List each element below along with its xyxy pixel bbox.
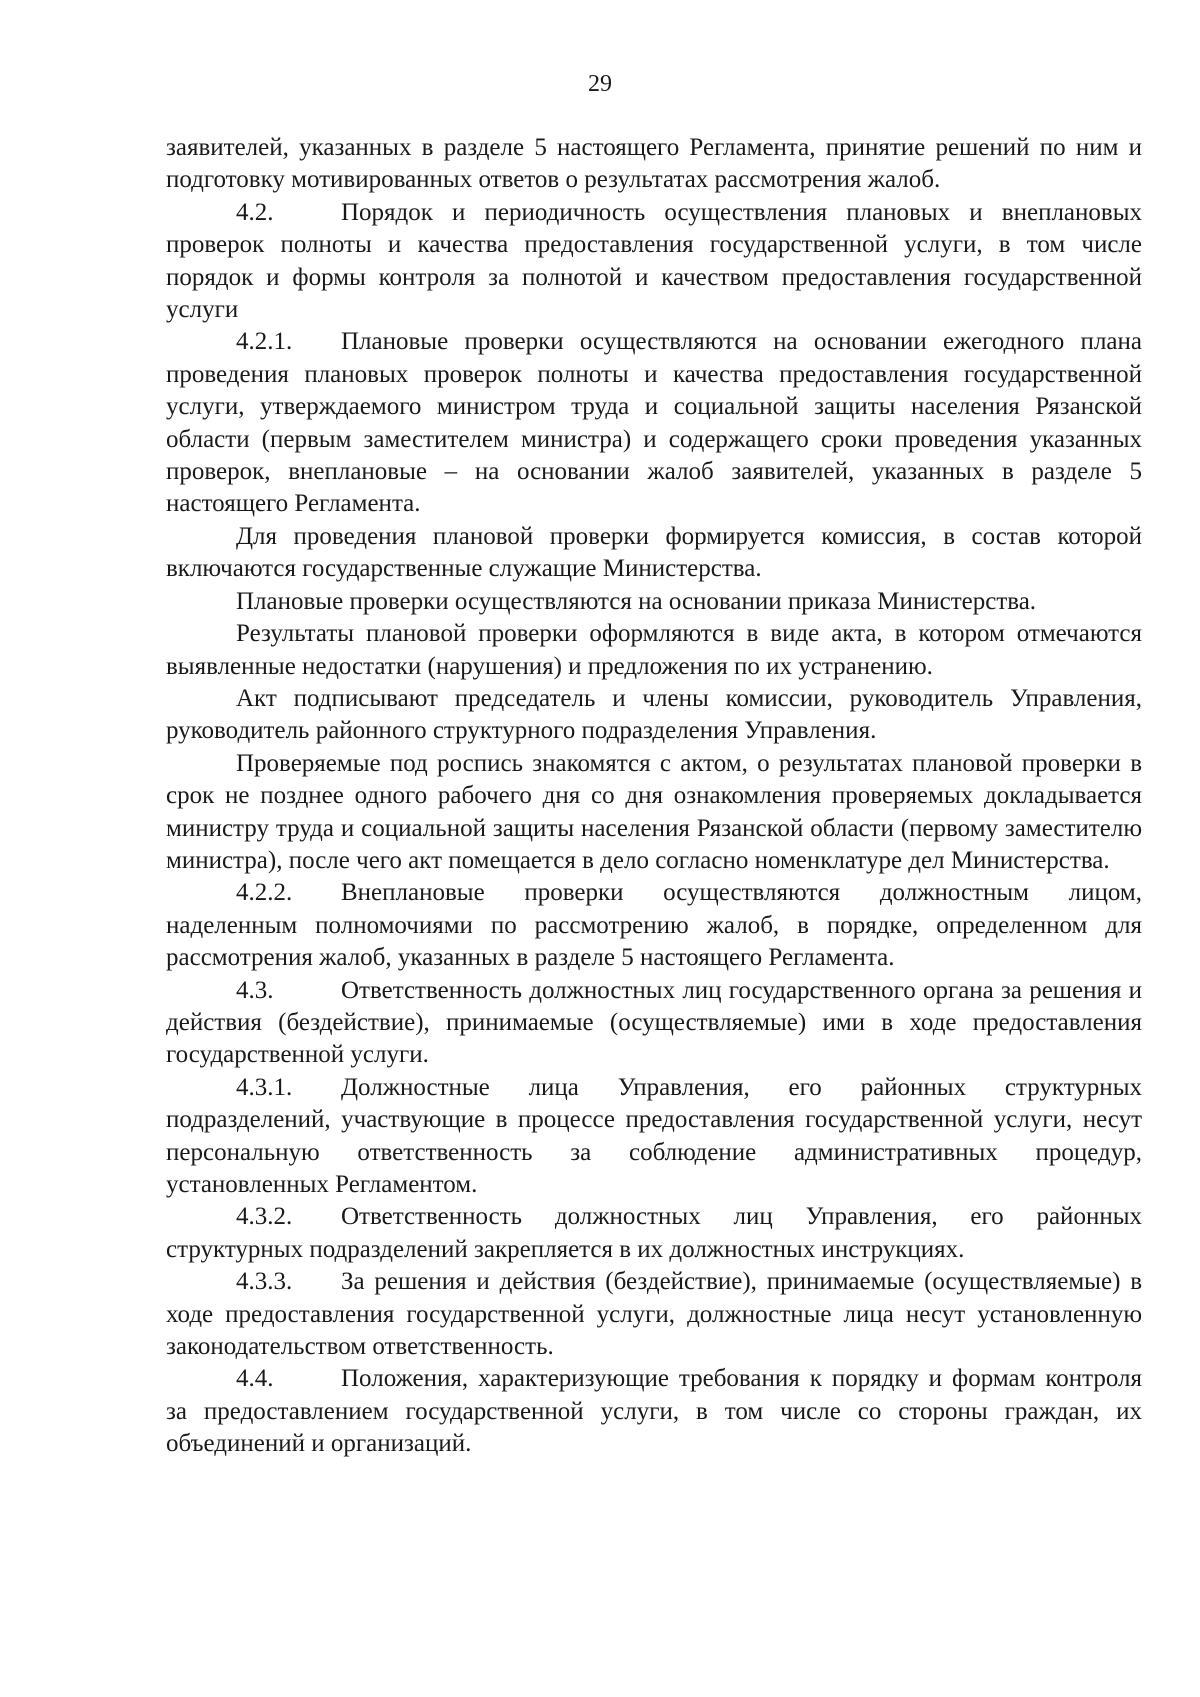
paragraph-4-3-1 [166,1072,1142,1202]
page-number: 29 [588,71,612,97]
paragraph-text: Должностные лица Управления, его районных структурных подразделений, участвующие в процессе предоставления государственной услуги, несут персональную ответственность за соблюдение административных процедур, установленных Регламентом. [166,1073,1142,1198]
paragraph-text: Плановые проверки осуществляются на основании приказа Министерства. [236,587,1037,615]
paragraph-4-2-1 [166,326,1142,520]
paragraph-text: заявителей, указанных в разделе 5 настоящего Регламента, принятие решений по ним и подготовку мотивированных ответов о результатах рассмотрения жалоб. [166,134,1142,194]
paragraph-text: Ответственность должностных лиц Управления, его районных структурных подразделений закрепляется в их должностных инструкциях. [166,1203,1142,1263]
paragraph-text: Ответственность должностных лиц государственного органа за решения и действия (бездействие), принимаемые (осуществляемые) ими в ходе предоставления государственной услуги. [166,976,1142,1069]
paragraph-4-4 [166,1363,1142,1460]
paragraph-act-signing [166,683,1142,748]
section-number: 4.3.3. [236,1268,293,1296]
section-number: 4.3.1. [236,1073,293,1101]
section-number: 4.2.1. [236,328,293,356]
paragraph-4-3-3 [166,1266,1142,1363]
section-number: 4.2. [236,198,274,226]
paragraph-4-2 [166,197,1142,327]
section-number: 4.2.2. [236,879,293,907]
section-number: 4.4. [236,1365,274,1393]
document-body [166,132,1142,1461]
paragraph-familiarization [166,748,1142,878]
paragraph-text: Проверяемые под роспись знакомятся с актом, о результатах плановой проверки в срок не позднее одного рабочего дня со дня ознакомления проверяемых докладывается министру труда и социальной защиты населения Рязанской области (первому заместителю министра), после чего акт помещается в дело согласно номенклатуре дел Министерства. [166,749,1142,874]
section-number: 4.3.2. [236,1203,293,1231]
paragraph-text: Для проведения плановой проверки формируется комиссия, в состав которой включаются государственные служащие Министерства. [166,522,1142,583]
paragraph-text: Внеплановые проверки осуществляются должностным лицом, наделенным полномочиями по рассмотрению жалоб, в порядке, определенном для рассмотрения жалоб, указанных в разделе 5 настоящего Регламента. [166,879,1142,972]
paragraph-text: Плановые проверки осуществляются на основании ежегодного плана проведения плановых проверок полноты и качества предоставления государственной услуги, утверждаемого министром труда и социальной защиты населения Рязанской области (первым заместителем министра) и содержащего сроки проведения указанных проверок, внеплановые – на основании жалоб заявителей, указанных в разделе 5 настоящего Регламента. [166,328,1142,518]
paragraph-commission [166,521,1142,586]
paragraph-4-3-2 [166,1201,1142,1266]
paragraph-text: Акт подписывают председатель и члены комиссии, руководитель Управления, руководитель районного структурного подразделения Управления. [166,684,1142,745]
paragraph-4-2-2 [166,877,1142,974]
paragraph-text: За решения и действия (бездействие), принимаемые (осуществляемые) в ходе предоставления государственной услуги, должностные лица несут установленную законодательством ответственность. [166,1268,1142,1361]
paragraph-text: Результаты плановой проверки оформляются в виде акта, в котором отмечаются выявленные недостатки (нарушения) и предложения по их устранению. [166,620,1142,680]
paragraph-continuation [166,132,1142,197]
paragraph-order [166,586,1142,618]
paragraph-4-3 [166,975,1142,1072]
paragraph-results [166,618,1142,683]
paragraph-text: Порядок и периодичность осуществления плановых и внеплановых проверок полноты и качества предоставления государственной услуги, в том числе порядок и формы контроля за полнотой и качеством предоставления государственной услуги [166,198,1142,324]
section-number: 4.3. [236,976,274,1004]
paragraph-text: Положения, характеризующие требования к порядку и формам контроля за предоставлением государственной услуги, в том числе со стороны граждан, их объединений и организаций. [166,1365,1142,1458]
